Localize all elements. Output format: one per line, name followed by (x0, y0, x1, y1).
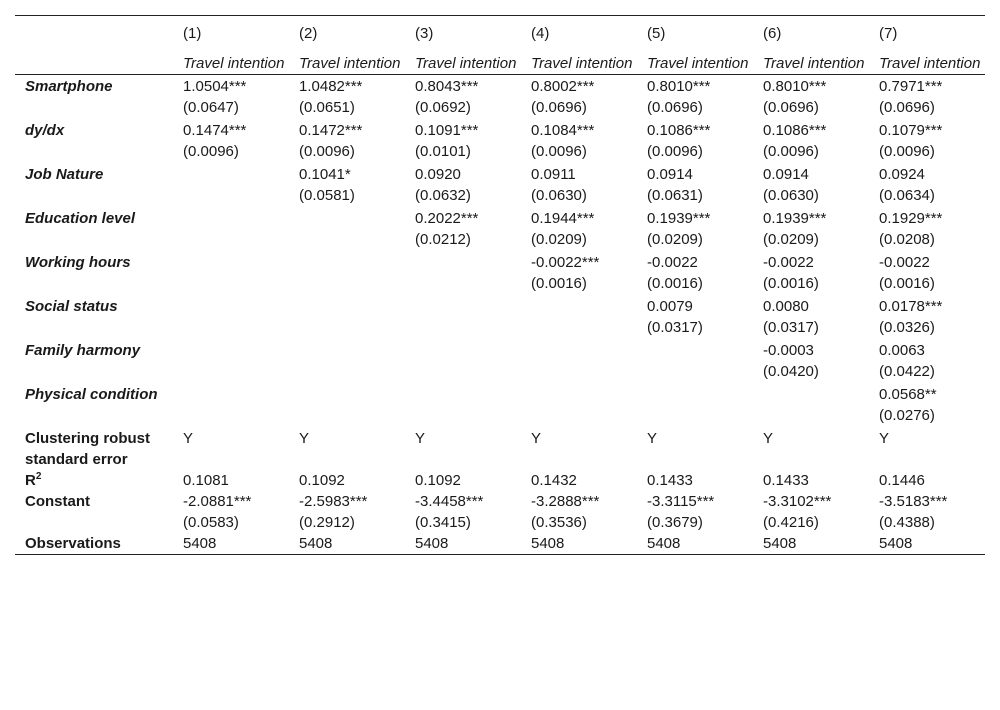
clustering-label: Clustering robust standard error (25, 430, 151, 468)
variable-row-social-status-coefficients (15, 296, 985, 317)
dependent-variable-label: Travel intention (183, 55, 285, 72)
standard-error-cell (173, 405, 289, 428)
standard-error-cell (521, 361, 637, 384)
regression-table (15, 15, 985, 555)
standard-error-cell (405, 361, 521, 384)
coefficient-cell: 0.1041* (299, 166, 351, 183)
clustering-cell: Y (647, 430, 658, 447)
coefficient-cell: 0.1939*** (763, 210, 827, 227)
standard-error-cell (289, 229, 405, 252)
coefficient-cell (289, 208, 405, 229)
standard-error-cell: (0.0096) (647, 143, 703, 160)
standard-error-cell: (0.0630) (531, 187, 587, 204)
standard-error-cell: (0.0420) (763, 363, 819, 380)
coefficient-cell: 0.1944*** (531, 210, 595, 227)
variable-row-physical-condition-standard-errors (15, 405, 985, 428)
coefficient-cell: 0.0079 (647, 298, 693, 315)
standard-error-cell: (0.0634) (879, 187, 935, 204)
standard-error-cell: (0.0581) (299, 187, 355, 204)
coefficient-cell (637, 384, 753, 405)
variable-row-dy-dx-coefficients (15, 120, 985, 141)
coefficient-cell: 0.0911 (531, 166, 576, 183)
standard-error-cell: (0.0209) (763, 231, 819, 248)
constant-row-standard-errors (15, 512, 985, 533)
coefficient-cell (289, 296, 405, 317)
coefficient-cell: -0.0003 (763, 342, 814, 359)
coefficient-cell: -0.0022*** (531, 254, 600, 271)
standard-error-cell: (0.0016) (879, 275, 935, 292)
clustering-cell: Y (879, 430, 890, 447)
standard-error-cell (753, 405, 869, 428)
standard-error-cell: (0.0016) (647, 275, 703, 292)
standard-error-cell: (0.0209) (531, 231, 587, 248)
coefficient-cell: 0.1474*** (183, 122, 247, 139)
coefficient-cell: -3.3102*** (763, 493, 832, 510)
standard-error-cell: (0.0422) (879, 363, 935, 380)
coefficient-cell: 1.0504*** (183, 78, 247, 95)
standard-error-cell: (0.0016) (763, 275, 819, 292)
coefficient-cell: 0.0063 (879, 342, 925, 359)
column-number-1: (1) (183, 25, 202, 42)
standard-error-cell: (0.3679) (647, 514, 703, 531)
constant-row-coefficients (15, 491, 985, 512)
standard-error-cell: (0.0696) (647, 99, 703, 116)
standard-error-cell (173, 185, 289, 208)
coefficient-cell (521, 384, 637, 405)
coefficient-cell (405, 296, 521, 317)
standard-error-cell: (0.0631) (647, 187, 703, 204)
standard-error-cell: (0.0208) (879, 231, 935, 248)
coefficient-cell (173, 208, 289, 229)
standard-error-cell: (0.0209) (647, 231, 703, 248)
standard-error-cell (405, 273, 521, 296)
standard-error-cell: (0.0692) (415, 99, 471, 116)
column-number-6: (6) (763, 25, 782, 42)
standard-error-cell: (0.0096) (763, 143, 819, 160)
variable-row-working-hours-coefficients (15, 252, 985, 273)
variable-label-working-hours: Working hours (25, 254, 131, 271)
r-squared-superscript: 2 (35, 471, 42, 482)
standard-error-cell (637, 361, 753, 384)
coefficient-cell: -3.3115*** (647, 493, 715, 510)
variable-row-job-nature-standard-errors (15, 185, 985, 208)
standard-error-cell: (0.0317) (763, 319, 819, 336)
column-number-5: (5) (647, 25, 666, 42)
r-squared-row (15, 470, 985, 491)
variable-label-education-level: Education level (25, 210, 136, 227)
coefficient-cell (405, 340, 521, 361)
header-row-column-numbers (15, 16, 985, 45)
standard-error-cell: (0.4216) (763, 514, 819, 531)
dependent-variable-label: Travel intention (415, 55, 517, 72)
coefficient-cell: -0.0022 (647, 254, 698, 271)
clustering-row (15, 428, 985, 470)
observations-cell: 5408 (647, 535, 681, 552)
coefficient-cell (521, 340, 637, 361)
coefficient-cell: -3.2888*** (531, 493, 600, 510)
observations-label: Observations (25, 535, 121, 552)
variable-label-physical-condition: Physical condition (25, 386, 158, 403)
coefficient-cell: 0.1929*** (879, 210, 943, 227)
coefficient-cell: -3.4458*** (415, 493, 484, 510)
standard-error-cell: (0.0016) (531, 275, 587, 292)
variable-row-family-harmony-coefficients (15, 340, 985, 361)
variable-label-smartphone: Smartphone (25, 78, 113, 95)
standard-error-cell: (0.0212) (415, 231, 471, 248)
r-squared-cell: 0.1081 (183, 472, 229, 489)
observations-cell: 5408 (879, 535, 913, 552)
variable-label-dy-dx: dy/dx (25, 122, 65, 139)
row-label-empty (15, 361, 173, 384)
observations-cell: 5408 (531, 535, 565, 552)
coefficient-cell (173, 340, 289, 361)
column-number-2: (2) (299, 25, 318, 42)
standard-error-cell: (0.0096) (183, 143, 239, 160)
standard-error-cell (521, 317, 637, 340)
clustering-cell: Y (299, 430, 310, 447)
standard-error-cell: (0.0276) (879, 407, 935, 424)
header-empty-cell (15, 44, 173, 75)
row-label-empty (15, 185, 173, 208)
standard-error-cell: (0.0317) (647, 319, 703, 336)
variable-row-dy-dx-standard-errors (15, 141, 985, 164)
standard-error-cell (173, 361, 289, 384)
coefficient-cell (173, 252, 289, 273)
header-empty-cell (15, 16, 173, 45)
column-number-3: (3) (415, 25, 434, 42)
coefficient-cell: -2.5983*** (299, 493, 368, 510)
standard-error-cell (173, 317, 289, 340)
coefficient-cell: 1.0482*** (299, 78, 363, 95)
coefficient-cell (173, 164, 289, 185)
header-row-dependent-variable (15, 44, 985, 75)
standard-error-cell: (0.0101) (415, 143, 471, 160)
coefficient-cell: 0.0920 (415, 166, 461, 183)
coefficient-cell: 0.8010*** (647, 78, 711, 95)
standard-error-cell: (0.0647) (183, 99, 239, 116)
variable-row-family-harmony-standard-errors (15, 361, 985, 384)
variable-row-smartphone-coefficients (15, 75, 985, 98)
clustering-cell: Y (763, 430, 774, 447)
r-squared-cell: 0.1446 (879, 472, 925, 489)
standard-error-cell: (0.0696) (879, 99, 935, 116)
variable-row-education-level-standard-errors (15, 229, 985, 252)
coefficient-cell: 0.1091*** (415, 122, 479, 139)
row-label-empty (15, 97, 173, 120)
r-squared-label-text: R (25, 472, 36, 489)
clustering-cell: Y (531, 430, 542, 447)
standard-error-cell: (0.3415) (415, 514, 471, 531)
coefficient-cell: 0.1086*** (647, 122, 711, 139)
regression-table-container (15, 15, 985, 555)
coefficient-cell (521, 296, 637, 317)
coefficient-cell (637, 340, 753, 361)
column-number-4: (4) (531, 25, 550, 42)
coefficient-cell: 0.1079*** (879, 122, 943, 139)
row-label-empty (15, 512, 173, 533)
standard-error-cell (637, 405, 753, 428)
coefficient-cell: 0.0924 (879, 166, 925, 183)
coefficient-cell: 0.8002*** (531, 78, 595, 95)
coefficient-cell: -2.0881*** (183, 493, 252, 510)
r-squared-cell: 0.1433 (763, 472, 809, 489)
coefficient-cell: 0.1086*** (763, 122, 827, 139)
table-body (15, 16, 985, 555)
column-number-7: (7) (879, 25, 898, 42)
coefficient-cell (405, 384, 521, 405)
clustering-cell: Y (415, 430, 426, 447)
standard-error-cell (289, 317, 405, 340)
standard-error-cell: (0.0096) (531, 143, 587, 160)
standard-error-cell: (0.0630) (763, 187, 819, 204)
standard-error-cell (173, 273, 289, 296)
standard-error-cell: (0.2912) (299, 514, 355, 531)
standard-error-cell: (0.0096) (879, 143, 935, 160)
standard-error-cell (289, 361, 405, 384)
variable-row-education-level-coefficients (15, 208, 985, 229)
standard-error-cell: (0.0696) (531, 99, 587, 116)
coefficient-cell: 0.1939*** (647, 210, 711, 227)
standard-error-cell: (0.0326) (879, 319, 935, 336)
coefficient-cell: 0.1084*** (531, 122, 595, 139)
standard-error-cell (173, 229, 289, 252)
r-squared-cell: 0.1432 (531, 472, 577, 489)
row-label-empty (15, 273, 173, 296)
standard-error-cell (289, 405, 405, 428)
observations-cell: 5408 (415, 535, 449, 552)
variable-row-job-nature-coefficients (15, 164, 985, 185)
coefficient-cell: 0.8043*** (415, 78, 479, 95)
r-squared-cell: 0.1433 (647, 472, 693, 489)
coefficient-cell: 0.0914 (763, 166, 809, 183)
observations-cell: 5408 (763, 535, 797, 552)
variable-label-family-harmony: Family harmony (25, 342, 141, 359)
row-label-empty (15, 141, 173, 164)
coefficient-cell (289, 384, 405, 405)
standard-error-cell: (0.0096) (299, 143, 355, 160)
variable-label-social-status: Social status (25, 298, 118, 315)
variable-row-smartphone-standard-errors (15, 97, 985, 120)
dependent-variable-label: Travel intention (647, 55, 749, 72)
standard-error-cell (289, 273, 405, 296)
variable-label-job-nature: Job Nature (25, 166, 104, 183)
observations-cell: 5408 (183, 535, 217, 552)
standard-error-cell: (0.3536) (531, 514, 587, 531)
variable-row-social-status-standard-errors (15, 317, 985, 340)
row-label-empty (15, 317, 173, 340)
variable-row-physical-condition-coefficients (15, 384, 985, 405)
row-label-empty (15, 405, 173, 428)
coefficient-cell (753, 384, 869, 405)
observations-cell: 5408 (299, 535, 333, 552)
standard-error-cell (521, 405, 637, 428)
coefficient-cell (173, 296, 289, 317)
standard-error-cell: (0.4388) (879, 514, 935, 531)
clustering-cell: Y (183, 430, 194, 447)
observations-row (15, 533, 985, 555)
standard-error-cell: (0.0651) (299, 99, 355, 116)
r-squared-cell: 0.1092 (299, 472, 345, 489)
coefficient-cell: 0.0080 (763, 298, 809, 315)
dependent-variable-label: Travel intention (879, 55, 981, 72)
standard-error-cell: (0.0696) (763, 99, 819, 116)
dependent-variable-label: Travel intention (299, 55, 401, 72)
coefficient-cell: 0.1472*** (299, 122, 363, 139)
constant-label: Constant (25, 493, 90, 510)
coefficient-cell: 0.7971*** (879, 78, 943, 95)
standard-error-cell: (0.0583) (183, 514, 239, 531)
coefficient-cell (173, 384, 289, 405)
coefficient-cell: 0.2022*** (415, 210, 479, 227)
dependent-variable-label: Travel intention (531, 55, 633, 72)
coefficient-cell (289, 252, 405, 273)
coefficient-cell: -0.0022 (763, 254, 814, 271)
coefficient-cell (405, 252, 521, 273)
r-squared-label (15, 470, 173, 491)
coefficient-cell: 0.0178*** (879, 298, 943, 315)
dependent-variable-label: Travel intention (763, 55, 865, 72)
coefficient-cell: 0.0914 (647, 166, 693, 183)
row-label-empty (15, 229, 173, 252)
coefficient-cell (289, 340, 405, 361)
coefficient-cell: -0.0022 (879, 254, 930, 271)
coefficient-cell: 0.8010*** (763, 78, 827, 95)
coefficient-cell: -3.5183*** (879, 493, 948, 510)
r-squared-cell: 0.1092 (415, 472, 461, 489)
variable-row-working-hours-standard-errors (15, 273, 985, 296)
coefficient-cell: 0.0568** (879, 386, 937, 403)
standard-error-cell: (0.0632) (415, 187, 471, 204)
standard-error-cell (405, 405, 521, 428)
standard-error-cell (405, 317, 521, 340)
